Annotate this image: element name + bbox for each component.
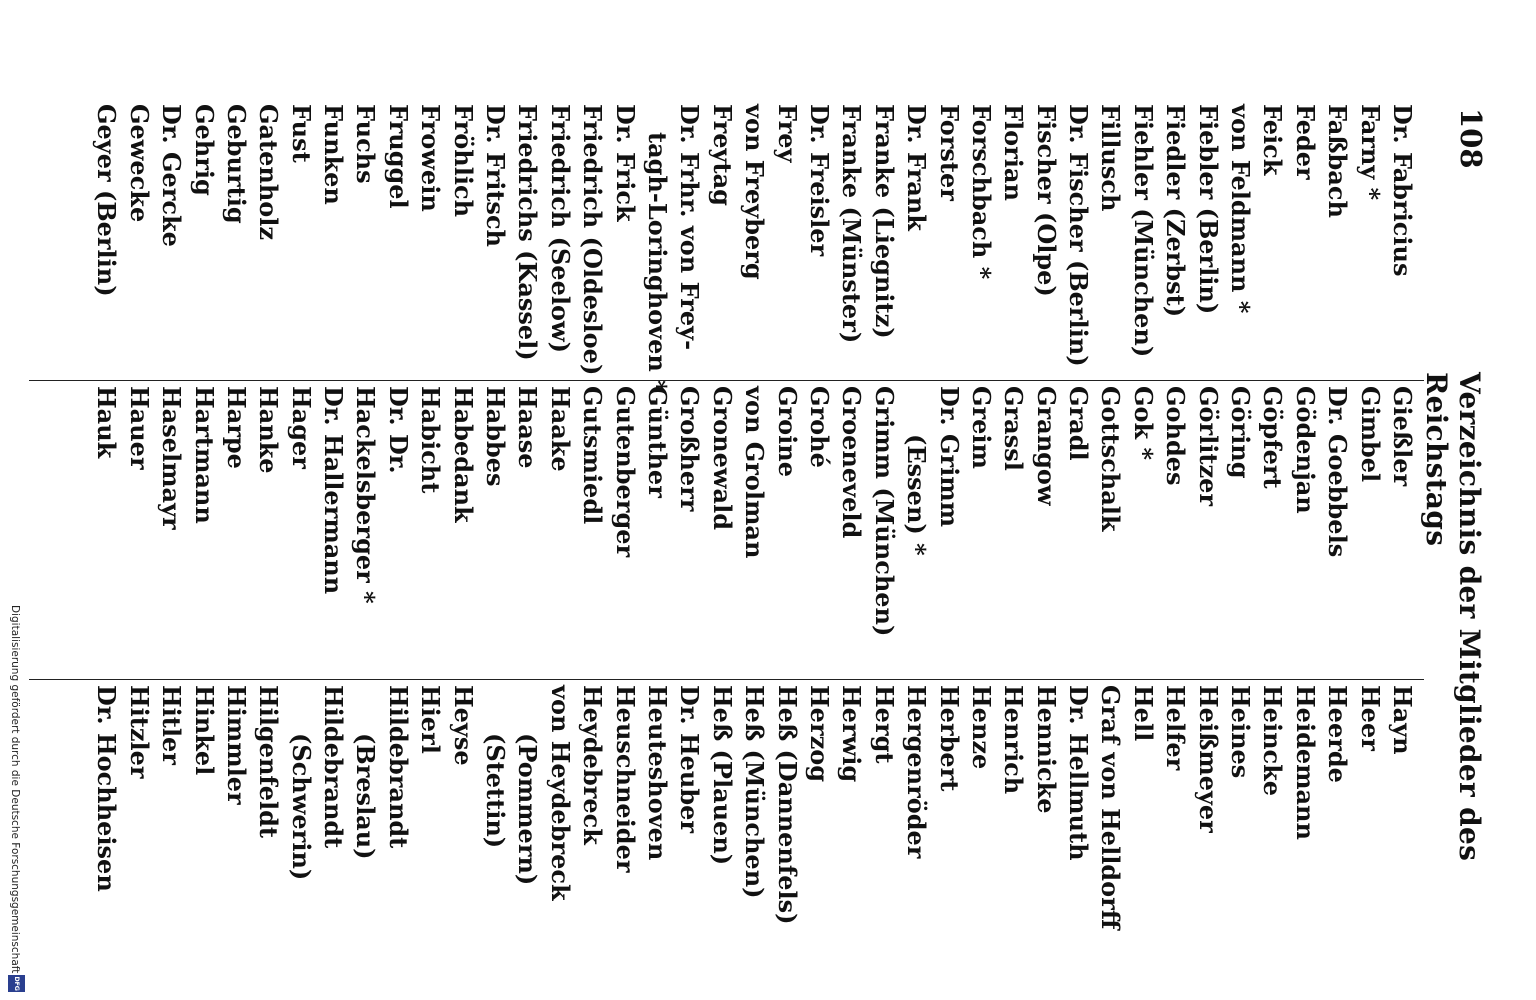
member-column-3 (90, 685, 1418, 985)
member-entry: Florian (999, 104, 1029, 201)
member-entry: Fillusch (1096, 104, 1126, 212)
member-entry: Hennicke (1031, 685, 1061, 814)
member-entry: Heißmeyer (1193, 685, 1223, 833)
member-entry: Hildebrandt (319, 685, 349, 849)
member-entry: Heuteshoven (643, 685, 673, 861)
member-entry: Dr. Freisler (804, 104, 834, 257)
member-entry: Dr. Fabricius (1388, 104, 1417, 277)
member-entry: Dr. Goebbels (1323, 386, 1353, 558)
member-entry: von Freyberg (740, 104, 770, 280)
member-entry: Geyer (Berlin) (92, 104, 122, 297)
member-entry: tagh-Loringhoven * (643, 132, 673, 393)
member-entry: Dr. Fritsch (481, 104, 511, 248)
member-entry: Frey (772, 104, 802, 163)
member-entry: Heines (1226, 685, 1256, 779)
member-entry: Fischer (Olpe) (1031, 104, 1061, 297)
member-entry: Günther (643, 386, 673, 498)
member-entry: Dr. Dr. (383, 386, 413, 474)
member-entry: Dr. Gercke (157, 104, 187, 247)
member-entry: Dr. Frank (902, 104, 932, 231)
member-entry: Faßbach (1323, 104, 1353, 218)
member-entry: Gutenberger (610, 386, 640, 558)
member-entry: Göpfert (1258, 386, 1288, 489)
member-entry: Hilgenfeldt (254, 685, 284, 838)
member-entry: Dr. Hallermann (319, 386, 349, 595)
member-entry: Forschbach * (966, 104, 996, 280)
member-entry: Gronewald (707, 386, 737, 530)
member-entry: Hergt (869, 685, 899, 764)
member-entry: Hartmann (189, 386, 219, 524)
member-entry: Feder (1290, 104, 1320, 180)
member-entry: Hinkel (189, 685, 219, 776)
funding-note: Digitalisierung gefördert durch die Deutsche Forschungsgemeinschaft (9, 605, 21, 974)
member-column-2 (90, 386, 1418, 686)
member-entry: Grohé (804, 386, 834, 468)
column-divider (29, 380, 1424, 381)
member-entry: Feick (1258, 104, 1288, 176)
member-entry: Franke (Münster) (837, 104, 867, 344)
member-entry: Friedrich (Oldesloe) (578, 104, 608, 376)
member-entry: Dr. Fischer (Berlin) (1064, 104, 1094, 367)
dfg-logo: DFG (8, 975, 25, 992)
member-entry: Friedrich (Seelow) (545, 104, 575, 353)
member-entry: von Heydebreck (545, 685, 575, 901)
member-entry: Heuschneider (610, 685, 640, 873)
member-entry: Hanke (254, 386, 284, 474)
member-entry: Hayn (1388, 685, 1417, 755)
member-entry: Hauer (124, 386, 154, 470)
member-entry: Hitzler (124, 685, 154, 779)
member-entry: Görlitzer (1193, 386, 1223, 507)
member-entry: Hergenröder (902, 685, 932, 859)
member-entry: Gimbel (1355, 386, 1385, 483)
member-entry: Grangow (1031, 386, 1061, 506)
member-entry: Gewecke (124, 104, 154, 223)
member-entry: Habedank (448, 386, 478, 523)
member-entry: Heincke (1258, 685, 1288, 797)
member-entry: Grimm (München) (869, 386, 899, 637)
member-entry: (Schwerin) (286, 733, 316, 881)
member-entry: Gok * (1128, 386, 1158, 461)
member-entry: von Feldmann * (1226, 104, 1256, 314)
page-header (1420, 90, 1488, 890)
member-entry: Gottschalk (1096, 386, 1126, 532)
member-entry: Fröhlich (448, 104, 478, 218)
member-entry: Heydebreck (578, 685, 608, 845)
member-entry: Geburtig (221, 104, 251, 224)
member-entry: (Essen) * (902, 434, 932, 556)
member-entry: Heß (Dannenfels) (772, 685, 802, 925)
member-entry: Groine (772, 386, 802, 477)
member-entry: Hierl (416, 685, 446, 754)
member-entry: Hackelsberger * (351, 386, 381, 604)
member-entry: Gutsmiedl (578, 386, 608, 525)
member-entry: Dr. Grimm (934, 386, 964, 528)
member-entry: Hildebrandt (383, 685, 413, 849)
member-entry: Hitler (157, 685, 187, 765)
member-entry: Henze (966, 685, 996, 770)
member-entry: Haake (545, 386, 575, 472)
member-entry: Gießler (1388, 386, 1417, 487)
member-entry: Herbert (934, 685, 964, 792)
member-entry: Dr. Hellmuth (1064, 685, 1094, 861)
member-entry: Dr. Frhr. von Frey- (675, 104, 705, 351)
member-entry: Gehrig (189, 104, 219, 196)
member-entry: Habbes (481, 386, 511, 487)
member-entry: Henrich (999, 685, 1029, 795)
member-entry: Hell (1128, 685, 1158, 742)
column-divider (29, 679, 1424, 680)
page-title: Verzeichnis der Mitglieder des Reichstags (1420, 372, 1486, 862)
page-number: 108 (1454, 108, 1488, 169)
member-entry: Heer (1355, 685, 1385, 751)
member-entry: Herzog (804, 685, 834, 783)
member-entry: Heyse (448, 685, 478, 766)
member-entry: Herwig (837, 685, 867, 783)
member-entry: Heidemann (1290, 685, 1320, 840)
member-entry: Haase (513, 386, 543, 469)
member-entry: Fiehler (München) (1128, 104, 1158, 358)
member-entry: (Breslau) (351, 733, 381, 860)
member-entry: Freytag (707, 104, 737, 206)
member-entry: Frowein (416, 104, 446, 212)
member-entry: Habicht (416, 386, 446, 494)
member-entry: Fust (286, 104, 316, 163)
member-entry: Heerde (1323, 685, 1353, 783)
member-entry: Dr. Hochheisen (92, 685, 122, 892)
member-entry: Göring (1226, 386, 1256, 479)
member-entry: Dr. Heuber (675, 685, 705, 834)
member-entry: von Grolman (740, 386, 770, 559)
member-entry: Farny * (1355, 104, 1385, 201)
member-entry: Himmler (221, 685, 251, 805)
member-entry: Fiedler (Zerbst) (1161, 104, 1191, 318)
member-column-1 (90, 104, 1418, 404)
member-entry: Greim (966, 386, 996, 469)
member-entry: Dr. Frick (610, 104, 640, 222)
member-entry: Franke (Liegnitz) (869, 104, 899, 339)
member-entry: Friedrichs (Kassel) (513, 104, 543, 361)
member-entry: Heß (Plauen) (707, 685, 737, 866)
member-entry: (Pommern) (513, 733, 543, 886)
member-entry: Hauk (92, 386, 122, 459)
member-entry: Groeneveld (837, 386, 867, 539)
member-entry: Graf von Helldorff (1096, 685, 1126, 930)
member-entry: Grassl (999, 386, 1029, 471)
member-entry: (Stettin) (481, 733, 511, 849)
member-entry: Gradl (1064, 386, 1094, 461)
member-entry: Hager (286, 386, 316, 469)
member-entry: Forster (934, 104, 964, 201)
member-entry: Fruggel (383, 104, 413, 209)
member-entry: Gatenholz (254, 104, 284, 241)
member-entry: Gohdes (1161, 386, 1191, 486)
member-entry: Helfer (1161, 685, 1191, 771)
member-entry: Fuchs (351, 104, 381, 184)
member-entry: Heß (München) (740, 685, 770, 899)
member-entry: Haselmayr (157, 386, 187, 530)
member-entry: Harpe (221, 386, 251, 469)
member-entry: Großherr (675, 386, 705, 512)
member-entry: Gödenjan (1290, 386, 1320, 514)
member-entry: Funken (319, 104, 349, 205)
member-entry: Fiebler (Berlin) (1193, 104, 1223, 315)
